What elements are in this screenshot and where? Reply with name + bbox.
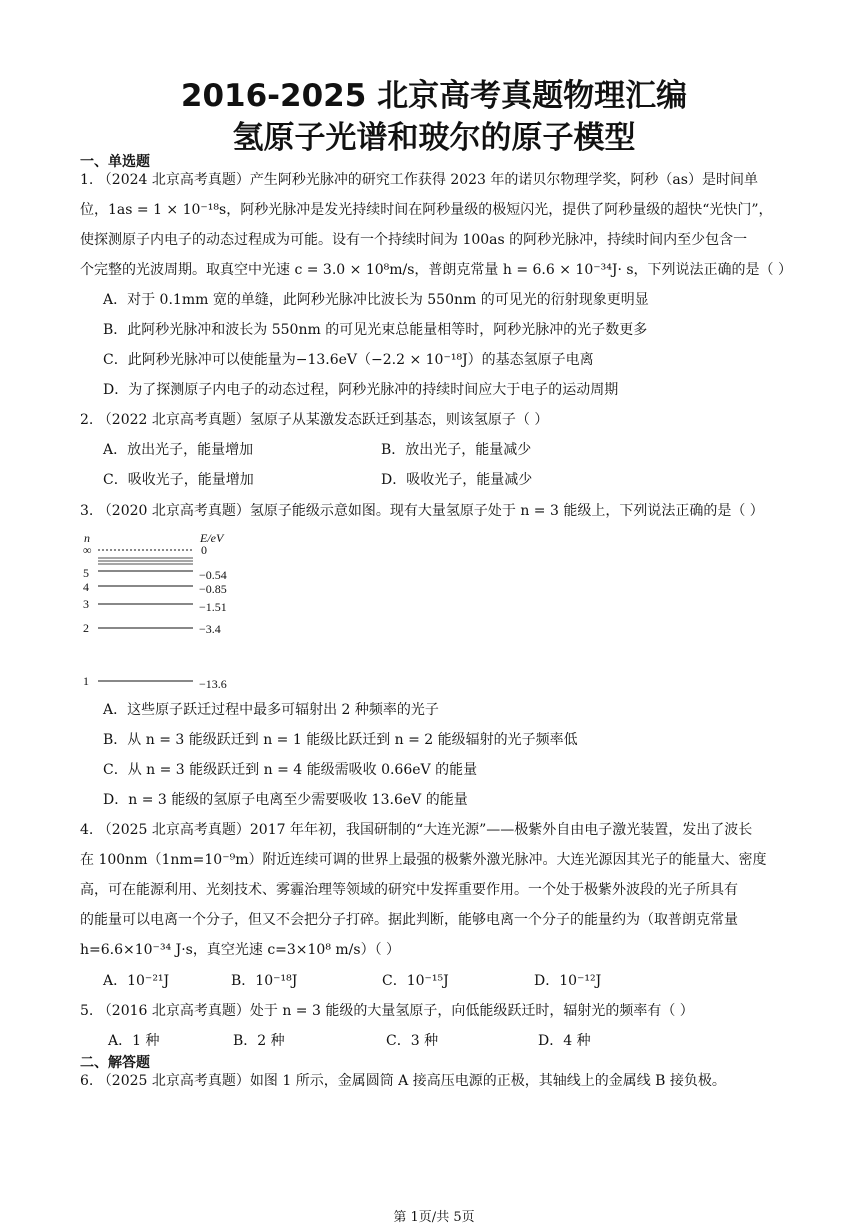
section-heading-answer: 二、解答题 (80, 1055, 150, 1071)
q4-option-b: B．10⁻¹⁸J (231, 973, 298, 989)
q5-stem: 5. （2016 北京高考真题）处于 n = 3 能级的大量氢原子，向低能级跃迁时，辐射光的频率有（ ） (80, 1003, 694, 1019)
page-title-line1: 2016-2025 北京高考真题物理汇编 (180, 78, 688, 114)
q3-stem: 3. （2020 北京高考真题）氢原子能级示意如图。现有大量氢原子处于 n = 3 能级上，下列说法正确的是（ ） (80, 503, 764, 519)
level-n-label: 4 (83, 580, 89, 594)
diagram-energy-label: E/eV (200, 531, 224, 545)
q1-option-a: A．对于 0.1mm 宽的单缝，此阿秒光脉冲比波长为 550nm 的可见光的衍射现象更明显 (103, 292, 649, 308)
q1-line: 使探测原子内电子的动态过程成为可能。设有一个持续时间为 100as 的阿秒光脉冲，持续时间内至少包含一 (80, 232, 748, 248)
level-n-label: ∞ (83, 543, 92, 557)
page-title-line2: 氢原子光谱和玻尔的原子模型 (232, 120, 636, 156)
q5-option-c: C．3 种 (386, 1033, 439, 1049)
q2-stem: 2. （2022 北京高考真题）氢原子从某激发态跃迁到基态，则该氢原子（ ） (80, 412, 549, 428)
q4-line: 4. （2025 北京高考真题）2017 年年初，我国研制的“大连光源”——极紫外自由电子激光装置，发出了波长 (80, 822, 753, 838)
level-energy-label: 0 (201, 543, 207, 557)
q4-line: h=6.6×10⁻³⁴ J·s，真空光速 c=3×10⁸ m/s）（ ） (80, 942, 401, 958)
level-n-label: 3 (83, 597, 89, 611)
level-n-label: 2 (83, 621, 89, 635)
level-energy-label: −1.51 (199, 600, 227, 614)
q3-option-b: B．从 n = 3 能级跃迁到 n = 1 能级比跃迁到 n = 2 能级辐射的光子频率低 (103, 732, 578, 748)
q5-option-d: D．4 种 (538, 1033, 591, 1049)
q4-line: 在 100nm（1nm=10⁻⁹m）附近连续可调的世界上最强的极紫外激光脉冲。大连光源因其光子的能量大、密度 (80, 852, 767, 868)
q4-option-a: A．10⁻²¹J (103, 973, 170, 989)
q2-option-b: B．放出光子，能量减少 (381, 442, 532, 458)
q4-option-c: C．10⁻¹⁵J (382, 973, 449, 989)
q5-option-b: B．2 种 (233, 1033, 285, 1049)
q1-line: 位，1as = 1 × 10⁻¹⁸s，阿秒光脉冲是发光持续时间在阿秒量级的极短闪光，提供了阿秒量级的超快“光快门”， (80, 202, 773, 218)
q4-line: 高，可在能源利用、光刻技术、雾霾治理等领域的研究中发挥重要作用。一个处于极紫外波段的光子所具有 (80, 882, 738, 898)
q6-stem: 6. （2025 北京高考真题）如图 1 所示，金属圆筒 A 接高压电源的正极，其轴线上的金属线 B 接负极。 (80, 1073, 726, 1089)
q4-line: 的能量可以电离一个分子，但又不会把分子打碎。据此判断，能够电离一个分子的能量约为（取普朗克常量 (80, 912, 738, 928)
q1-line: 1. （2024 北京高考真题）产生阿秒光脉冲的研究工作获得 2023 年的诺贝尔物理学奖，阿秒（as）是时间单 (80, 172, 758, 188)
level-n-label: 5 (83, 566, 89, 580)
q2-option-a: A．放出光子，能量增加 (103, 442, 254, 458)
energy-level-diagram (80, 528, 260, 698)
level-energy-label: −0.85 (199, 582, 227, 596)
page-footer: 第 1页/共 5页 (393, 1210, 475, 1225)
level-energy-label: −0.54 (199, 568, 227, 582)
q3-option-d: D．n = 3 能级的氢原子电离至少需要吸收 13.6eV 的能量 (103, 792, 468, 808)
level-energy-label: −3.4 (199, 622, 221, 636)
level-n-label: 1 (83, 674, 89, 688)
q1-line: 个完整的光波周期。取真空中光速 c = 3.0 × 10⁸m/s，普朗克常量 h = 6.6 × 10⁻³⁴J· s，下列说法正确的是（ ） (80, 262, 792, 278)
q2-option-d: D．吸收光子，能量减少 (381, 472, 533, 488)
q1-option-b: B．此阿秒光脉冲和波长为 550nm 的可见光束总能量相等时，阿秒光脉冲的光子数更多 (103, 322, 648, 338)
diagram-n-label: n (84, 531, 90, 545)
q1-option-d: D．为了探测原子内电子的动态过程，阿秒光脉冲的持续时间应大于电子的运动周期 (103, 382, 619, 398)
q3-option-c: C．从 n = 3 能级跃迁到 n = 4 能级需吸收 0.66eV 的能量 (103, 762, 478, 778)
q2-option-c: C．吸收光子，能量增加 (103, 472, 254, 488)
q1-option-c: C．此阿秒光脉冲可以使能量为−13.6eV（−2.2 × 10⁻¹⁸J）的基态氢原子电离 (103, 352, 594, 368)
q3-option-a: A．这些原子跃迁过程中最多可辐射出 2 种频率的光子 (103, 702, 439, 718)
q5-option-a: A．1 种 (108, 1033, 160, 1049)
section-heading-single-choice: 一、单选题 (80, 154, 150, 170)
level-energy-label: −13.6 (199, 677, 227, 691)
q4-option-d: D．10⁻¹²J (534, 973, 602, 989)
